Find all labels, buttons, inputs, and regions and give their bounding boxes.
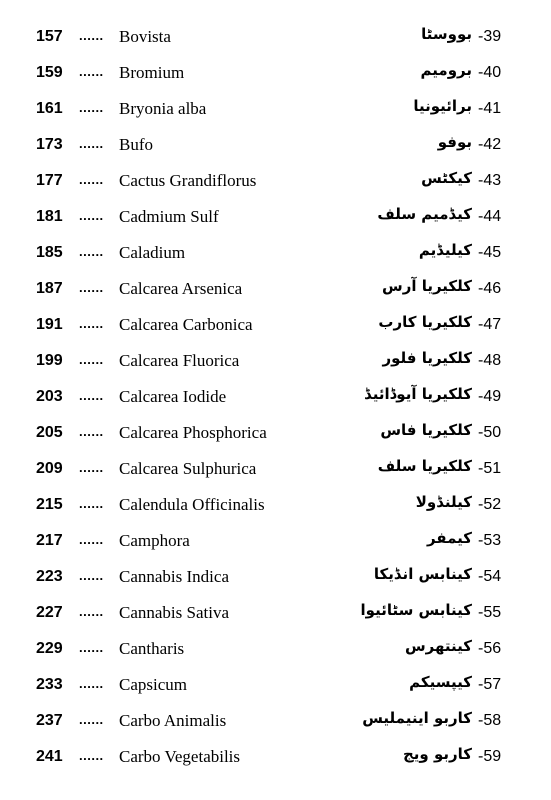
- page-number: 215: [36, 496, 63, 513]
- entry-number: -51: [478, 460, 502, 477]
- remedy-name-urdu: کاربو اینیملیس: [362, 709, 472, 727]
- remedy-name-urdu: کیکٹس: [421, 169, 472, 187]
- entry-number: -56: [478, 640, 502, 657]
- remedy-name: Calcarea Arsenica: [119, 279, 243, 298]
- toc-entry: [0, 598, 551, 634]
- remedy-name-urdu: بوفو: [437, 133, 472, 151]
- entry-number: -45: [478, 244, 502, 261]
- entry-number: -55: [478, 604, 502, 621]
- remedy-name-urdu: برومیم: [420, 61, 472, 79]
- dot-leader: ......: [79, 532, 104, 547]
- entry-number: -43: [478, 172, 502, 189]
- remedy-name-urdu: کلکیریا فاس: [380, 421, 472, 439]
- toc-entry: [0, 58, 551, 94]
- page-number: 173: [36, 136, 63, 153]
- dot-leader: ......: [79, 640, 104, 655]
- toc-entry: [0, 202, 551, 238]
- dot-leader: ......: [79, 712, 104, 727]
- remedy-name: Calcarea Fluorica: [119, 351, 240, 370]
- entry-number: -46: [478, 280, 502, 297]
- toc-entry: [0, 706, 551, 742]
- toc-entry: [0, 166, 551, 202]
- entry-number: -53: [478, 532, 502, 549]
- dot-leader: ......: [79, 460, 104, 475]
- dot-leader: ......: [79, 352, 104, 367]
- remedy-name: Capsicum: [119, 675, 187, 694]
- page-number: 233: [36, 676, 63, 693]
- entry-number: -57: [478, 676, 502, 693]
- remedy-name-urdu: کیلیڈیم: [418, 241, 472, 259]
- entry-number: -40: [478, 64, 502, 81]
- toc-entry: [0, 94, 551, 130]
- entry-number: -41: [478, 100, 502, 117]
- entry-number: -44: [478, 208, 502, 225]
- toc-entry: [0, 22, 551, 58]
- dot-leader: ......: [79, 172, 104, 187]
- remedy-name-urdu: کیلنڈولا: [415, 493, 472, 511]
- page-number: 185: [36, 244, 63, 261]
- dot-leader: ......: [79, 748, 104, 763]
- toc-entry: [0, 670, 551, 706]
- dot-leader: ......: [79, 676, 104, 691]
- remedy-name: Cantharis: [119, 639, 185, 658]
- dot-leader: ......: [79, 316, 104, 331]
- remedy-name-urdu: کیپسیکم: [409, 673, 472, 691]
- entry-number: -47: [478, 316, 502, 333]
- toc-entry: [0, 742, 551, 778]
- entry-number: -52: [478, 496, 502, 513]
- table-of-contents: [0, 22, 551, 778]
- remedy-name-urdu: کینابس انڈیکا: [373, 565, 472, 583]
- remedy-name-urdu: کلکیریا سلف: [377, 457, 472, 475]
- remedy-name: Calcarea Iodide: [119, 387, 227, 406]
- page-number: 181: [36, 208, 63, 225]
- remedy-name-urdu: کاربو ویج: [402, 745, 472, 763]
- remedy-name-urdu: کلکیریا آرس: [382, 277, 472, 295]
- toc-entry: [0, 490, 551, 526]
- page-number: 159: [36, 64, 63, 81]
- remedy-name: Bromium: [119, 63, 185, 82]
- entry-number: -58: [478, 712, 502, 729]
- toc-entry: [0, 454, 551, 490]
- page-number: 161: [36, 100, 63, 117]
- remedy-name: Bufo: [119, 135, 153, 154]
- toc-entry: [0, 346, 551, 382]
- remedy-name-urdu: کینابس سٹائیوا: [360, 601, 472, 619]
- toc-entry: [0, 238, 551, 274]
- remedy-name-urdu: کلکیریا کارب: [378, 313, 472, 331]
- entry-number: -54: [478, 568, 502, 585]
- remedy-name: Carbo Vegetabilis: [119, 747, 241, 766]
- toc-entry: [0, 526, 551, 562]
- dot-leader: ......: [79, 280, 104, 295]
- page-number: 203: [36, 388, 63, 405]
- remedy-name-urdu: کیڈمیم سلف: [377, 205, 472, 223]
- page-number: 223: [36, 568, 63, 585]
- dot-leader: ......: [79, 136, 104, 151]
- page-number: 191: [36, 316, 63, 333]
- remedy-name: Carbo Animalis: [119, 711, 227, 730]
- remedy-name: Calcarea Carbonica: [119, 315, 253, 334]
- entry-number: -42: [478, 136, 502, 153]
- page-number: 205: [36, 424, 63, 441]
- remedy-name: Calendula Officinalis: [119, 495, 265, 514]
- entry-number: -49: [478, 388, 502, 405]
- remedy-name: Cannabis Indica: [119, 567, 229, 586]
- page-number: 241: [36, 748, 63, 765]
- remedy-name: Calcarea Phosphorica: [119, 423, 267, 442]
- toc-entry: [0, 562, 551, 598]
- toc-entry: [0, 382, 551, 418]
- page-number: 187: [36, 280, 63, 297]
- remedy-name: Bryonia alba: [119, 99, 207, 118]
- toc-entry: [0, 310, 551, 346]
- dot-leader: ......: [79, 28, 104, 43]
- dot-leader: ......: [79, 244, 104, 259]
- page-number: 157: [36, 28, 63, 45]
- dot-leader: ......: [79, 208, 104, 223]
- dot-leader: ......: [79, 568, 104, 583]
- remedy-name: Calcarea Sulphurica: [119, 459, 257, 478]
- remedy-name: Caladium: [119, 243, 186, 262]
- page-number: 237: [36, 712, 63, 729]
- remedy-name-urdu: کیمفر: [426, 529, 472, 547]
- toc-entry: [0, 130, 551, 166]
- toc-entry: [0, 418, 551, 454]
- remedy-name-urdu: کلکیریا فلور: [382, 349, 472, 367]
- entry-number: -48: [478, 352, 502, 369]
- dot-leader: ......: [79, 496, 104, 511]
- remedy-name: Bovista: [119, 27, 171, 46]
- dot-leader: ......: [79, 64, 104, 79]
- toc-entry: [0, 634, 551, 670]
- toc-entry: [0, 274, 551, 310]
- remedy-name-urdu: کینتھرس: [404, 637, 472, 655]
- remedy-name: Cadmium Sulf: [119, 207, 219, 226]
- remedy-name-urdu: کلکیریا آیوڈائیڈ: [364, 385, 472, 403]
- entry-number: -50: [478, 424, 502, 441]
- dot-leader: ......: [79, 100, 104, 115]
- remedy-name: Camphora: [119, 531, 190, 550]
- remedy-name: Cannabis Sativa: [119, 603, 230, 622]
- remedy-name: Cactus Grandiflorus: [119, 171, 257, 190]
- page-number: 229: [36, 640, 63, 657]
- dot-leader: ......: [79, 388, 104, 403]
- page-number: 199: [36, 352, 63, 369]
- remedy-name-urdu: برائیونیا: [413, 97, 472, 115]
- page-number: 177: [36, 172, 63, 189]
- entry-number: -59: [478, 748, 502, 765]
- page-number: 217: [36, 532, 63, 549]
- entry-number: -39: [478, 28, 502, 45]
- page-number: 209: [36, 460, 63, 477]
- page-number: 227: [36, 604, 63, 621]
- dot-leader: ......: [79, 604, 104, 619]
- remedy-name-urdu: بووسٹا: [421, 25, 472, 43]
- dot-leader: ......: [79, 424, 104, 439]
